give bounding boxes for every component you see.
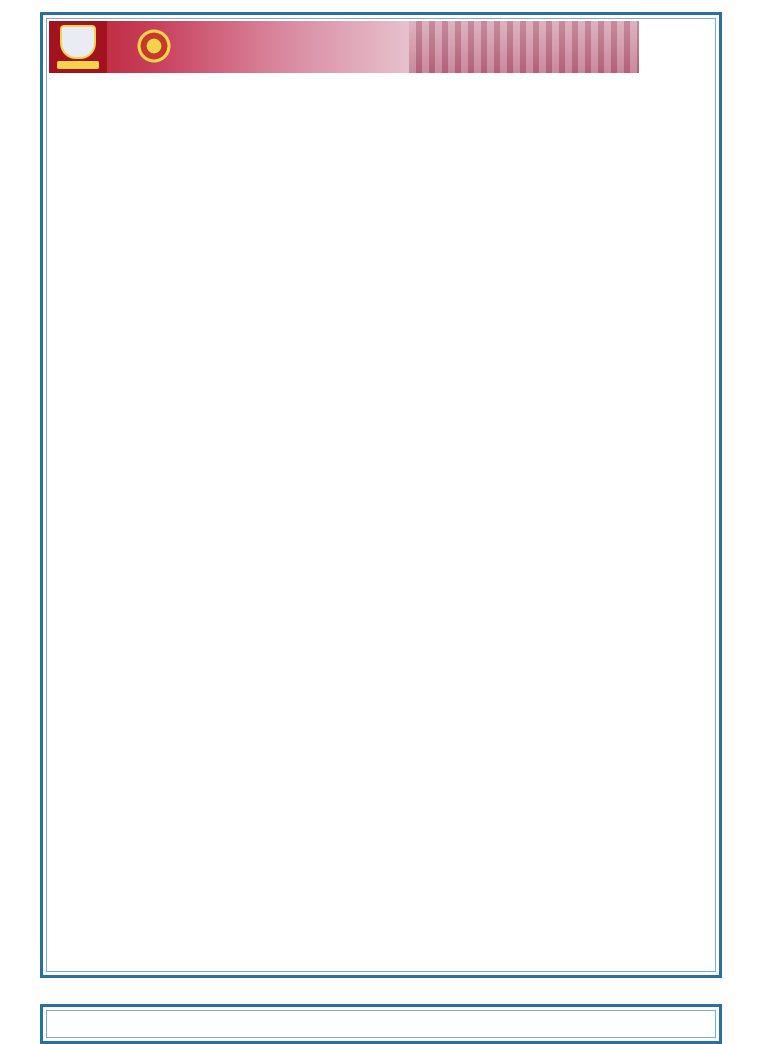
banner-photo bbox=[409, 21, 639, 73]
page2-inner-border bbox=[46, 1010, 716, 1038]
crest-caption bbox=[57, 61, 99, 69]
table-header-row bbox=[76, 101, 634, 113]
page-frame bbox=[40, 12, 722, 978]
page2-frame bbox=[40, 1004, 722, 1044]
crest-logo bbox=[49, 21, 107, 73]
emblem-icon bbox=[137, 29, 171, 63]
page-inner-border bbox=[46, 18, 716, 972]
schools-table bbox=[76, 101, 634, 113]
shield-icon bbox=[60, 25, 96, 59]
header-banner bbox=[49, 21, 639, 73]
